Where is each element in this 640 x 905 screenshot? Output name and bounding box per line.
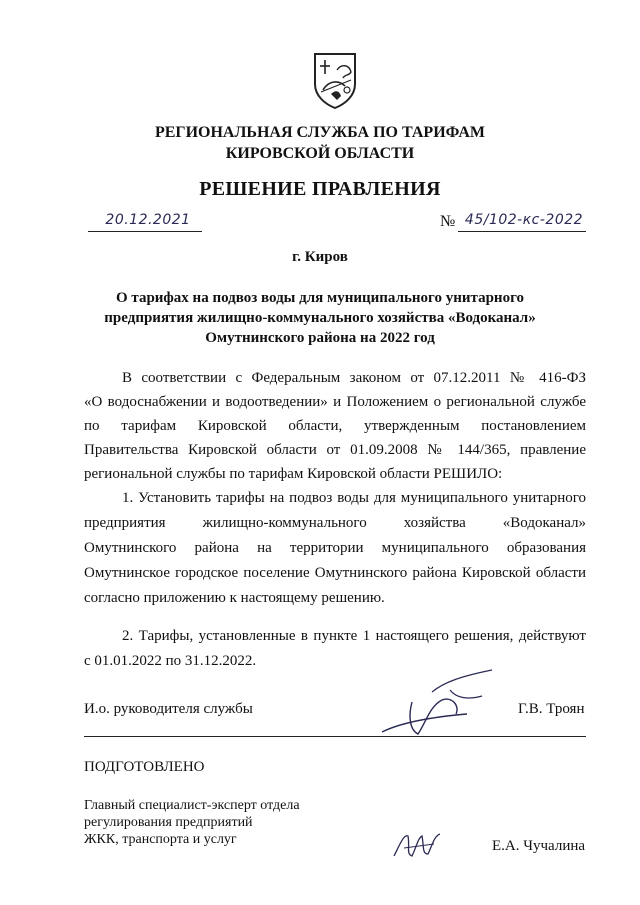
prepared-position-line1: Главный специалист-эксперт отдела <box>84 798 300 813</box>
paragraph-line: 2. Тарифы, установленные в пункте 1 настоящего решения, действуют <box>122 628 586 644</box>
paragraph-line: В соответствии с Федеральным законом от 07.12.2011 № 416-ФЗ <box>122 370 586 386</box>
paragraph-line: «О водоснабжении и водоотведении» и Положением о региональной службе <box>84 394 586 410</box>
paragraph-line: с 01.01.2022 по 31.12.2022. <box>84 653 257 669</box>
date-underline <box>88 231 202 232</box>
paragraph-line: Правительства Кировской области от 01.09.2008 № 144/365, правление <box>84 442 586 458</box>
prepared-position-line2: регулирования предприятий <box>84 815 253 830</box>
prepared-position-line3: ЖКК, транспорта и услуг <box>84 832 237 847</box>
agency-name-line1: РЕГИОНАЛЬНАЯ СЛУЖБА ПО ТАРИФАМ <box>154 124 486 141</box>
signatory-position: И.о. руководителя службы <box>84 701 253 717</box>
paragraph-item-2 <box>84 626 586 676</box>
paragraph-line: Омутнинского района на территории муниципального образования <box>84 540 586 556</box>
decision-number: 45/102-кс-2022 <box>464 212 584 228</box>
preparer-signature <box>390 826 450 862</box>
paragraph-line: 1. Установить тарифы на подвоз воды для муниципального унитарного <box>122 490 586 506</box>
paragraph-line: региональной службы по тарифам Кировской области РЕШИЛО: <box>84 466 503 482</box>
paragraph-line: предприятия жилищно-коммунального хозяйства «Водоканал» <box>84 515 586 531</box>
paragraph-preamble <box>84 368 586 488</box>
decision-date: 20.12.2021 <box>105 212 191 228</box>
signatory-name: Г.В. Троян <box>518 701 585 717</box>
paragraph-line: Омутнинское городское поселение Омутнинского района Кировской области <box>84 565 586 581</box>
director-signature <box>372 662 502 742</box>
signature-divider <box>84 736 586 737</box>
paragraph-line: по тарифам Кировской области, утвержденным постановлением <box>84 418 586 434</box>
subject-line2: предприятия жилищно-коммунального хозяйства «Водоканал» <box>104 310 536 326</box>
subject-line3: Омутнинского района на 2022 год <box>205 330 435 346</box>
coat-of-arms-emblem <box>305 50 365 110</box>
number-underline <box>458 231 586 232</box>
city-name: г. Киров <box>292 249 348 265</box>
preparer-name: Е.А. Чучалина <box>492 838 586 854</box>
prepared-label: ПОДГОТОВЛЕНО <box>84 759 205 775</box>
document-type-title: РЕШЕНИЕ ПРАВЛЕНИЯ <box>199 178 441 200</box>
subject-line1: О тарифах на подвоз воды для муниципального унитарного <box>115 290 525 306</box>
paragraph-line: согласно приложению к настоящему решению. <box>84 590 385 606</box>
agency-name-line2: КИРОВСКОЙ ОБЛАСТИ <box>225 145 415 162</box>
paragraph-item-1 <box>84 488 586 613</box>
number-sign: № <box>440 213 456 230</box>
